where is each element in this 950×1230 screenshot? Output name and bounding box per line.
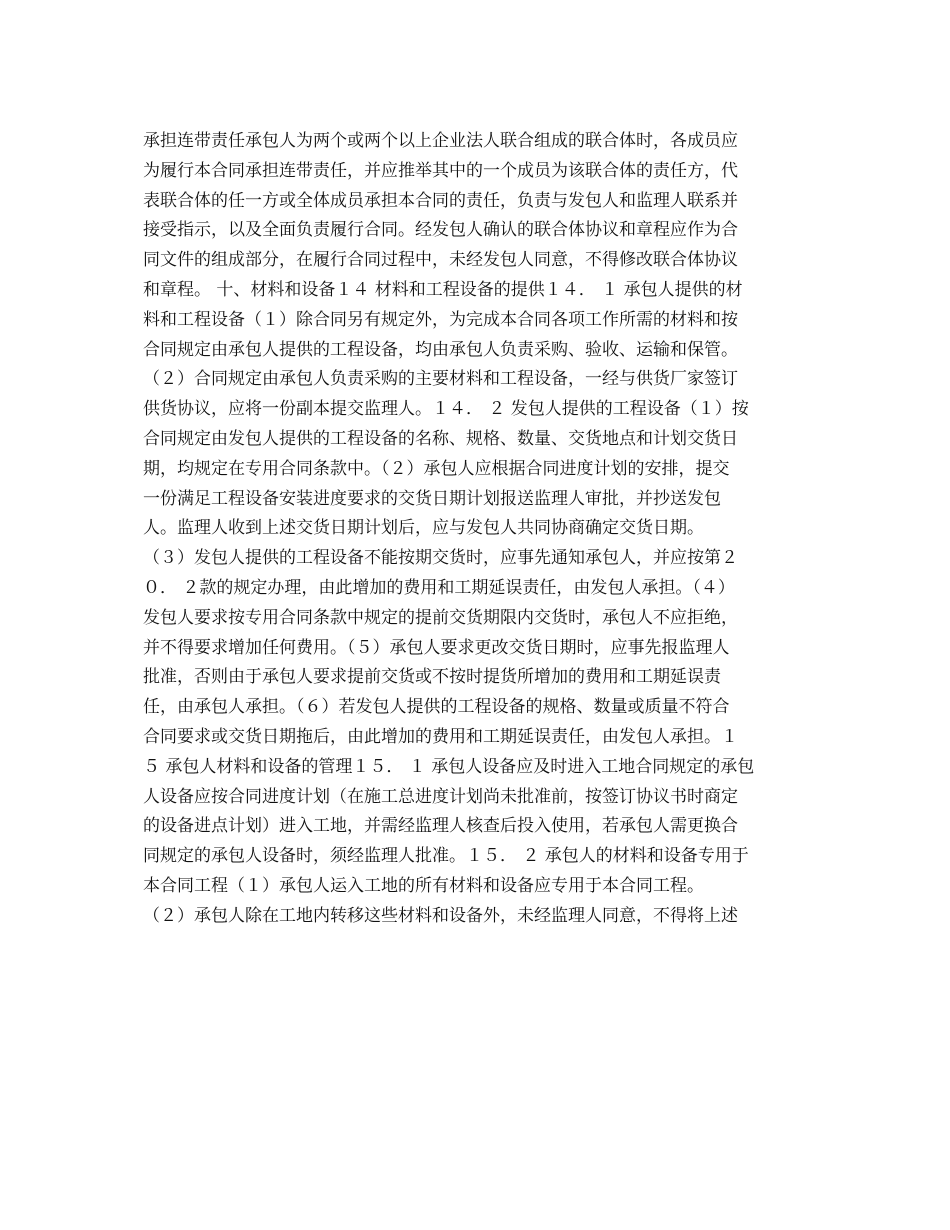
text-line: ０． ２款的规定办理，由此增加的费用和工期延误责任，由发包人承担。（４） xyxy=(143,577,735,598)
text-line: 本合同工程（１）承包人运入工地的所有材料和设备应专用于本合同工程。 xyxy=(143,875,704,896)
text-line: ５ 承包人材料和设备的管理１５． １ 承包人设备应及时进入工地合同规定的承包 xyxy=(143,756,755,777)
text-line: 承担连带责任承包人为两个或两个以上企业法人联合组成的联合体时，各成员应 xyxy=(143,131,738,151)
text-line: 供货协议，应将一份副本提交监理人。１４． ２ 发包人提供的工程设备（１）按 xyxy=(143,399,749,420)
text-line: 同文件的组成部分，在履行合同过程中，未经发包人同意，不得修改联合体协议 xyxy=(143,250,738,271)
text-line: 人设备应按合同进度计划（在施工总进度计划尚未批准前，按签订协议书时商定 xyxy=(143,786,738,807)
text-line: 并不得要求增加任何费用。（５）承包人要求更改交货日期时，应事先报监理人 xyxy=(143,637,730,658)
text-line: 为履行本合同承担连带责任，并应推举其中的一个成员为该联合体的责任方，代 xyxy=(143,160,738,181)
text-line: 发包人要求按专用合同条款中规定的提前交货期限内交货时，承包人不应拒绝， xyxy=(143,607,738,628)
body-text xyxy=(143,127,823,932)
text-line: 表联合体的任一方或全体成员承担本合同的责任，负责与发包人和监理人联系并 xyxy=(143,190,738,211)
text-line: 批准，否则由于承包人要求提前交货或不按时提货所增加的费用和工期延误责 xyxy=(143,667,721,688)
text-line: 同规定的承包人设备时，须经监理人批准。１５． ２ 承包人的材料和设备专用于 xyxy=(143,846,749,867)
text-line: 接受指示，以及全面负责履行合同。经发包人确认的联合体协议和章程应作为合 xyxy=(143,220,738,241)
text-line: （２）合同规定由承包人负责采购的主要材料和工程设备，一经与供货厂家签订 xyxy=(143,369,738,390)
text-line: 料和工程设备（１）除合同另有规定外，为完成本合同各项工作所需的材料和按 xyxy=(143,309,738,330)
text-line: （２）承包人除在工地内转移这些材料和设备外，未经监理人同意，不得将上述 xyxy=(143,905,738,926)
text-line: 合同要求或交货日期拖后，由此增加的费用和工期延误责任，由发包人承担。１ xyxy=(143,726,738,747)
text-line: 合同规定由承包人提供的工程设备，均由承包人负责采购、验收、运输和保管。 xyxy=(143,339,738,360)
text-line: 期，均规定在专用合同条款中。（２）承包人应根据合同进度计划的安排，提交 xyxy=(143,458,730,479)
text-line: （３）发包人提供的工程设备不能按期交货时，应事先通知承包人，并应按第２ xyxy=(143,548,738,569)
text-line: 一份满足工程设备安装进度要求的交货日期计划报送监理人审批，并抄送发包 xyxy=(143,488,721,509)
text-line: 合同规定由发包人提供的工程设备的名称、规格、数量、交货地点和计划交货日 xyxy=(143,428,738,449)
text-line: 任，由承包人承担。（６）若发包人提供的工程设备的规格、数量或质量不符合 xyxy=(143,697,730,718)
text-line: 和章程。 十、材料和设备１４ 材料和工程设备的提供１４． １ 承包人提供的材 xyxy=(143,279,743,300)
text-line: 人。监理人收到上述交货日期计划后，应与发包人共同协商确定交货日期。 xyxy=(143,518,704,539)
text-line: 的设备进点计划）进入工地，并需经监理人核查后投入使用，若承包人需更换合 xyxy=(143,816,738,837)
